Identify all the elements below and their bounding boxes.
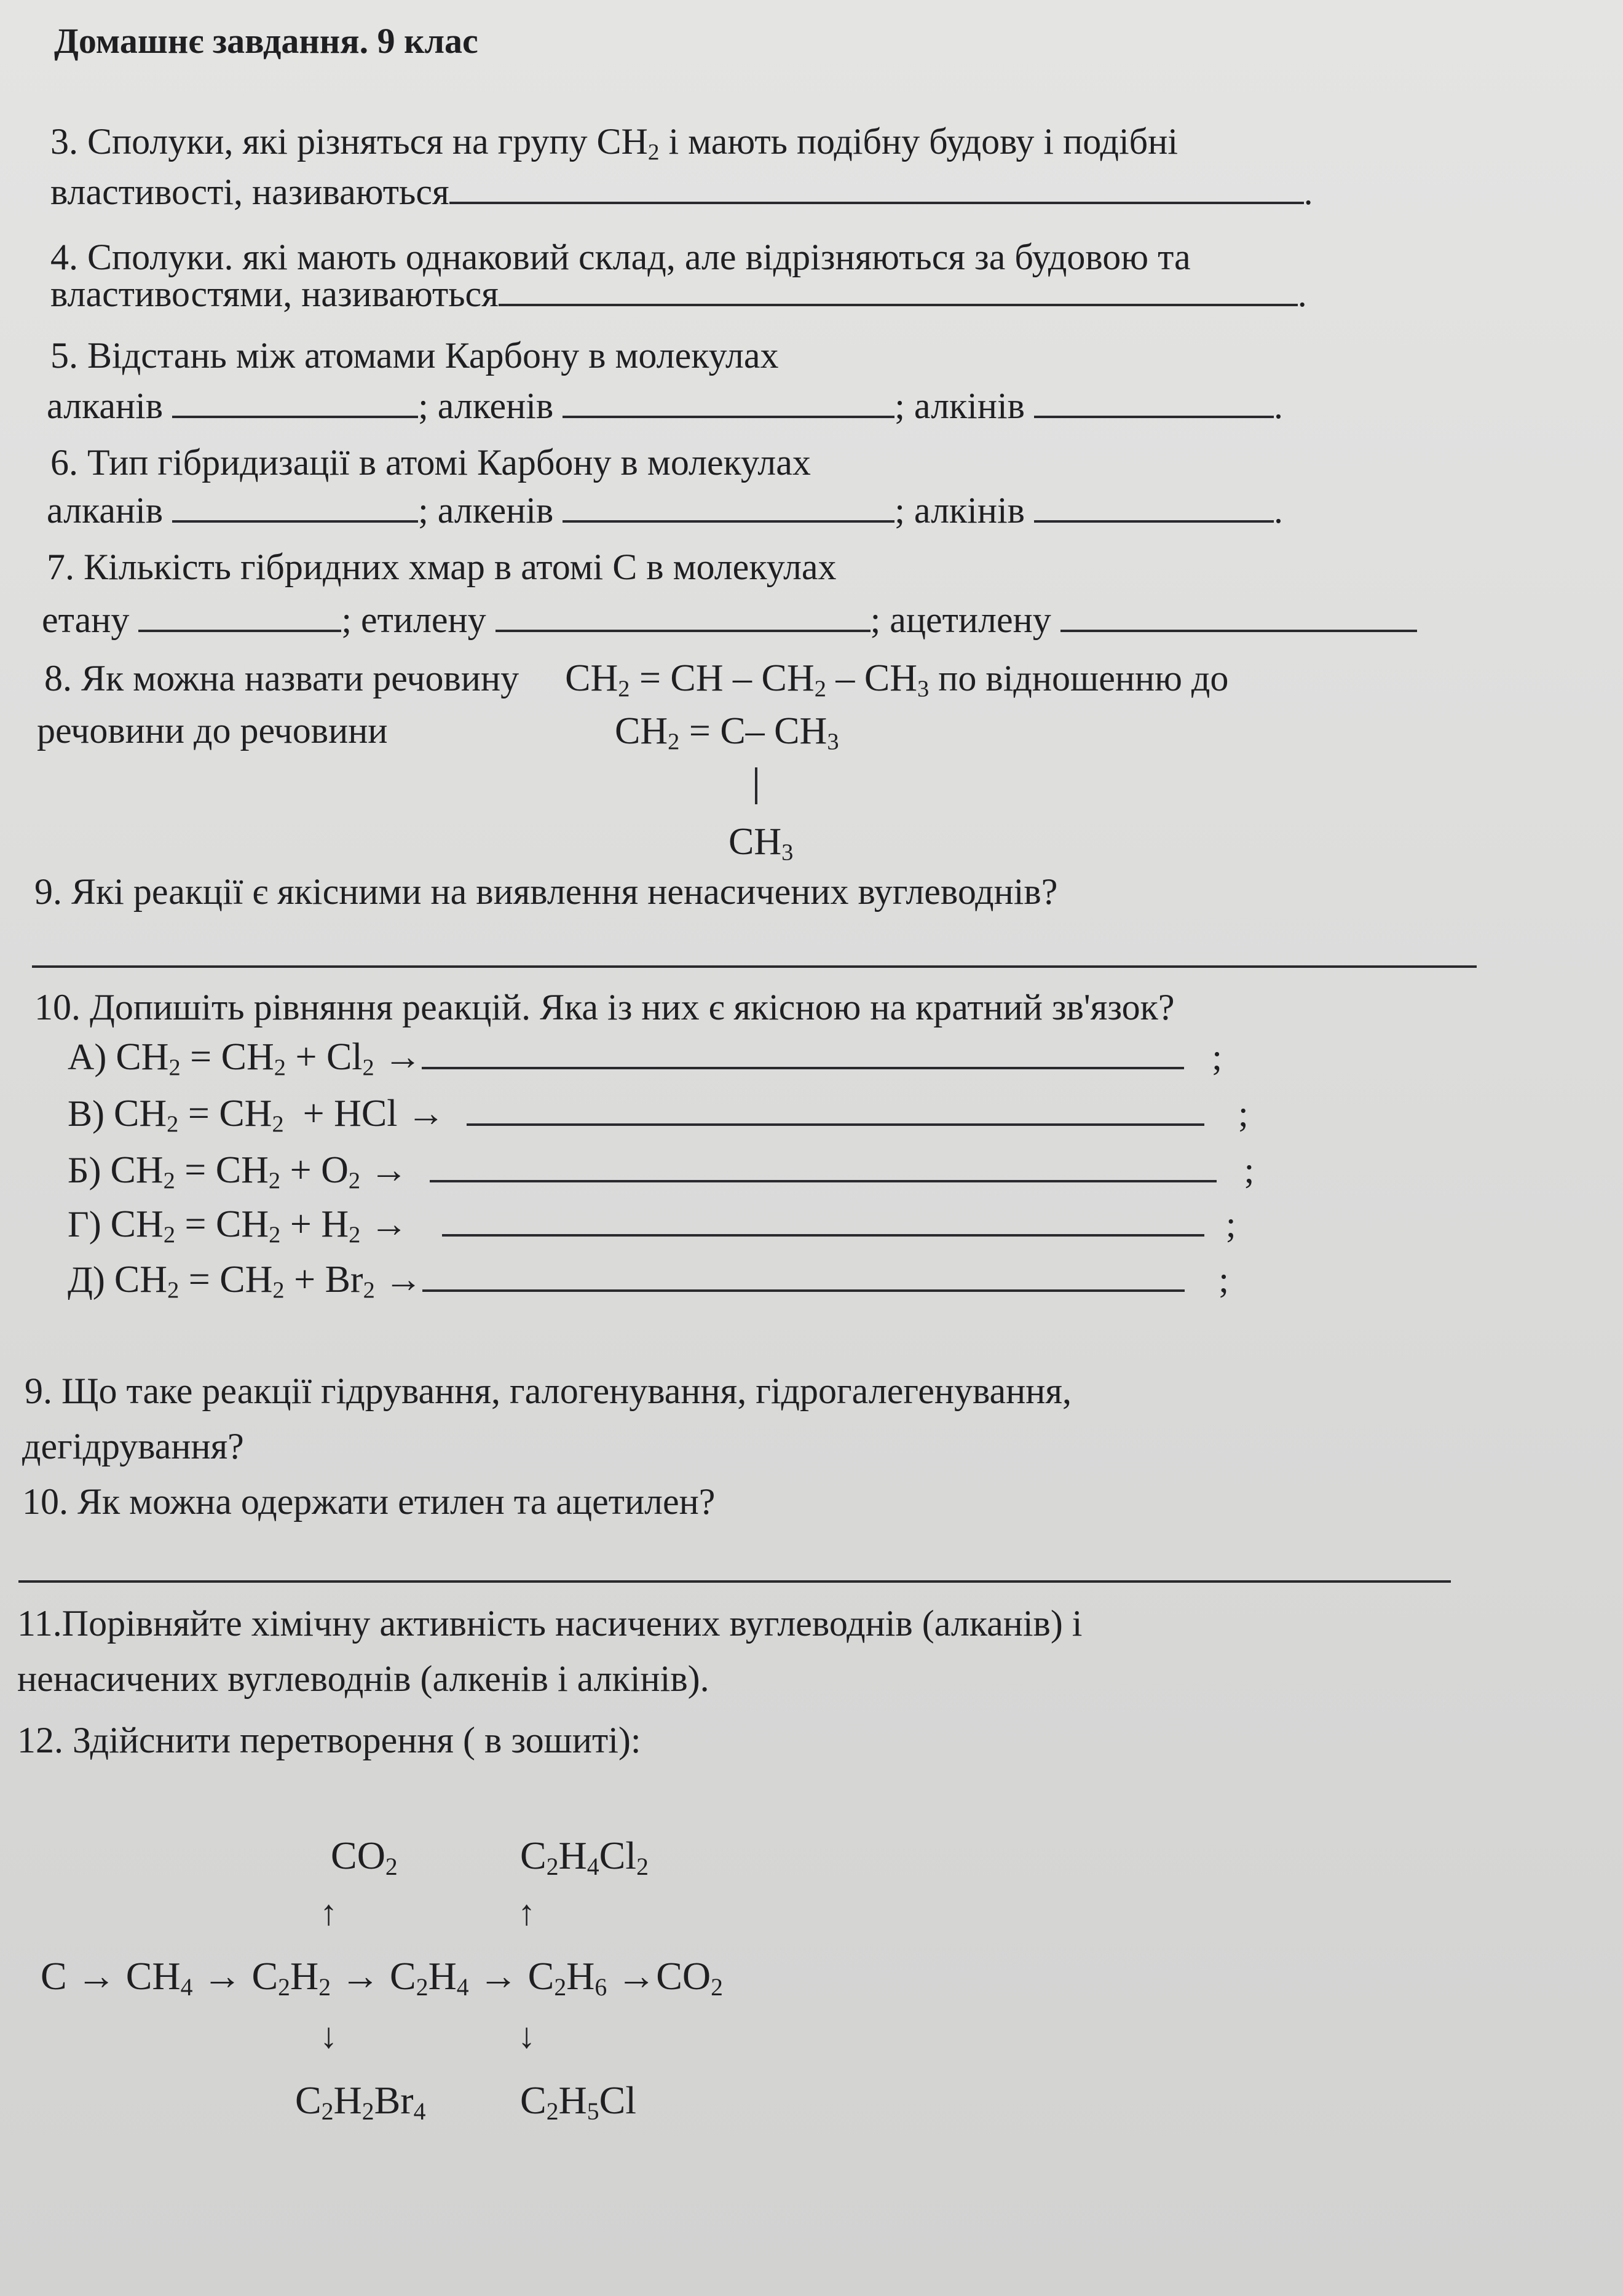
q7-acetylene-label: ; ацетилену bbox=[870, 600, 1051, 640]
reaction-e: Д) $CH_2 = CH_2 + Br_2$ → ; bbox=[68, 1259, 1229, 1304]
scheme-main-chain: $C \to CH_4 \to C_2H_2 \to C_2H_4 \to C_2H_6 \to CO_2$ bbox=[41, 1954, 723, 2001]
reaction-b: В) $CH_2 = CH_2$ + HCl → ; bbox=[68, 1093, 1249, 1138]
arrow-down-icon: ↓ bbox=[320, 2016, 338, 2056]
question-11-line-2: ненасичених вуглеводнів (алкенів і алкінів). bbox=[17, 1658, 709, 1699]
reaction-d-blank[interactable] bbox=[442, 1227, 1204, 1237]
q6-period: . bbox=[1273, 490, 1283, 531]
q3-text-2: властивості, називаються bbox=[50, 172, 449, 212]
question-7-line-2 bbox=[42, 601, 1417, 638]
q7-ethylene-blank[interactable] bbox=[496, 622, 871, 632]
q5-alkenes-label: ; алкенів bbox=[418, 386, 554, 426]
q5-period: . bbox=[1273, 386, 1283, 426]
scheme-c2h2br4: $C_2H_2Br_4$ bbox=[295, 2078, 426, 2125]
reaction-b-reagent: HCl bbox=[334, 1093, 398, 1134]
question-4-line-1: 4. Сполуки. які мають однаковий склад, але відрізняються за будовою та bbox=[50, 237, 1191, 277]
q8-formula-butene: $CH_2$ = CH – $CH_2 - CH_3$ bbox=[565, 657, 930, 702]
reaction-c-reagent: O bbox=[321, 1149, 349, 1191]
reaction-a: А) $CH_2 = CH_2 + Cl_2$ → ; bbox=[68, 1036, 1222, 1081]
reaction-e-blank[interactable] bbox=[422, 1282, 1185, 1292]
q7-ethane-blank[interactable] bbox=[138, 622, 341, 632]
reaction-d-sub: 2 bbox=[349, 1222, 361, 1248]
q3-answer-blank[interactable] bbox=[449, 194, 1304, 204]
reaction-a-sub: 2 bbox=[362, 1055, 374, 1081]
reaction-c-sub: 2 bbox=[348, 1168, 361, 1194]
arrow-up-icon: ↑ bbox=[320, 1893, 338, 1933]
reaction-b-label: В) bbox=[68, 1093, 105, 1134]
q4-period: . bbox=[1297, 274, 1307, 314]
question-6-line-1: 6. Тип гібридизації в атомі Карбону в молекулах bbox=[50, 442, 811, 483]
question-7-line-1: 7. Кількість гібридних хмар в атомі С в молекулах bbox=[47, 547, 837, 587]
reaction-d-label: Г) bbox=[68, 1204, 101, 1245]
scheme-c2h4cl2: $C_2H_4Cl_2$ bbox=[520, 1834, 649, 1880]
q6-alkanes-blank[interactable] bbox=[172, 513, 418, 523]
question-8-line-2 bbox=[37, 712, 387, 749]
reaction-b-end: ; bbox=[1238, 1093, 1249, 1134]
q8-formula-methyl: $CH_3$ bbox=[729, 821, 794, 866]
q3-text-end: і мають подібну будову і подібні bbox=[659, 121, 1178, 162]
q7-acetylene-blank[interactable] bbox=[1060, 622, 1417, 632]
reaction-d-end: ; bbox=[1225, 1204, 1236, 1245]
question-10b-text: 10. Як можна одержати етилен та ацетилен? bbox=[22, 1481, 716, 1522]
question-9b-line-2: дегідрування? bbox=[22, 1426, 244, 1467]
q5-alkenes-blank[interactable] bbox=[563, 408, 894, 418]
q8-text: 8. Як можна назвати речовину bbox=[44, 658, 519, 699]
question-5-line-2 bbox=[47, 387, 1283, 424]
question-5-line-1: 5. Відстань між атомами Карбону в молекулах bbox=[50, 335, 779, 376]
reaction-a-blank[interactable] bbox=[422, 1059, 1184, 1069]
q6-alkanes-label: алканів bbox=[47, 490, 164, 531]
question-6-line-2 bbox=[47, 492, 1283, 529]
reaction-b-blank[interactable] bbox=[467, 1116, 1204, 1126]
q6-alkenes-label: ; алкенів bbox=[418, 490, 554, 531]
question-4-line-2 bbox=[50, 275, 1307, 312]
q9-answer-line[interactable] bbox=[32, 965, 1477, 968]
q3-period: . bbox=[1303, 172, 1313, 212]
reaction-a-label: А) bbox=[68, 1037, 107, 1077]
scheme-c2h5cl: $C_2H_5Cl$ bbox=[520, 2078, 637, 2125]
reaction-a-reagent: Cl bbox=[326, 1036, 363, 1078]
question-9-text: 9. Які реакції є якісними на виявлення ненасичених вуглеводнів? bbox=[34, 871, 1058, 912]
reaction-c-end: ; bbox=[1244, 1150, 1255, 1190]
arrow-down-icon: ↓ bbox=[518, 2016, 535, 2056]
reaction-a-end: ; bbox=[1212, 1037, 1222, 1077]
reaction-d-reagent: H bbox=[321, 1203, 349, 1245]
q6-alkynes-blank[interactable] bbox=[1034, 513, 1274, 523]
q6-alkynes-label: ; алкінів bbox=[894, 490, 1025, 531]
reaction-e-label: Д) bbox=[68, 1259, 105, 1300]
q8-text-end: по відношенню до bbox=[938, 658, 1229, 699]
q4-answer-blank[interactable] bbox=[499, 296, 1298, 306]
question-10-text: 10. Допишіть рівняння реакцій. Яка із них є якісною на кратний зв'язок? bbox=[34, 987, 1175, 1027]
question-3-line-1 bbox=[50, 121, 1178, 165]
q3-sub: 2 bbox=[647, 140, 660, 165]
reaction-d: Г) $CH_2 = CH_2 + H_2$ → ; bbox=[68, 1203, 1236, 1248]
reaction-e-sub: 2 bbox=[363, 1277, 375, 1304]
q6-alkenes-blank[interactable] bbox=[563, 513, 894, 523]
question-9b-line-1: 9. Що таке реакції гідрування, галогенування, гідрогалегенування, bbox=[25, 1371, 1072, 1411]
reaction-c-blank[interactable] bbox=[430, 1173, 1217, 1182]
q8-text-2: речовини до речовини bbox=[37, 710, 388, 751]
question-11-line-1: 11.Порівняйте хімічну активність насичених вуглеводнів (алканів) і bbox=[17, 1603, 1083, 1644]
reaction-e-reagent: Br bbox=[325, 1259, 363, 1300]
q5-alkanes-label: алканів bbox=[47, 386, 164, 426]
scheme-co2-top: $CO_2$ bbox=[331, 1834, 398, 1880]
q8-formula-isobutene: $CH_2 = C-$ $CH_3$ bbox=[615, 710, 839, 755]
q4-text-2: властивостями, називаються bbox=[50, 274, 499, 314]
page-title: Домашнє завдання. 9 клас bbox=[54, 21, 478, 61]
arrow-up-icon: ↑ bbox=[518, 1893, 535, 1933]
question-12-text: 12. Здійснити перетворення ( в зошиті): bbox=[17, 1720, 641, 1760]
reaction-e-end: ; bbox=[1218, 1259, 1229, 1300]
q5-alkynes-label: ; алкінів bbox=[894, 386, 1025, 426]
q5-alkynes-blank[interactable] bbox=[1034, 408, 1274, 418]
q10b-answer-line[interactable] bbox=[18, 1580, 1451, 1583]
q3-text: 3. Сполуки, які різняться на групу CH bbox=[50, 121, 648, 162]
q8-bond-line bbox=[755, 767, 757, 804]
question-8-line-1 bbox=[44, 657, 1229, 702]
reaction-c: Б) $CH_2 = CH_2 + O_2$ → ; bbox=[68, 1149, 1255, 1194]
reaction-c-label: Б) bbox=[68, 1150, 101, 1190]
question-3-line-2 bbox=[50, 173, 1313, 210]
q7-ethylene-label: ; етилену bbox=[341, 600, 486, 640]
q5-alkanes-blank[interactable] bbox=[172, 408, 418, 418]
q7-ethane-label: етану bbox=[42, 600, 130, 640]
